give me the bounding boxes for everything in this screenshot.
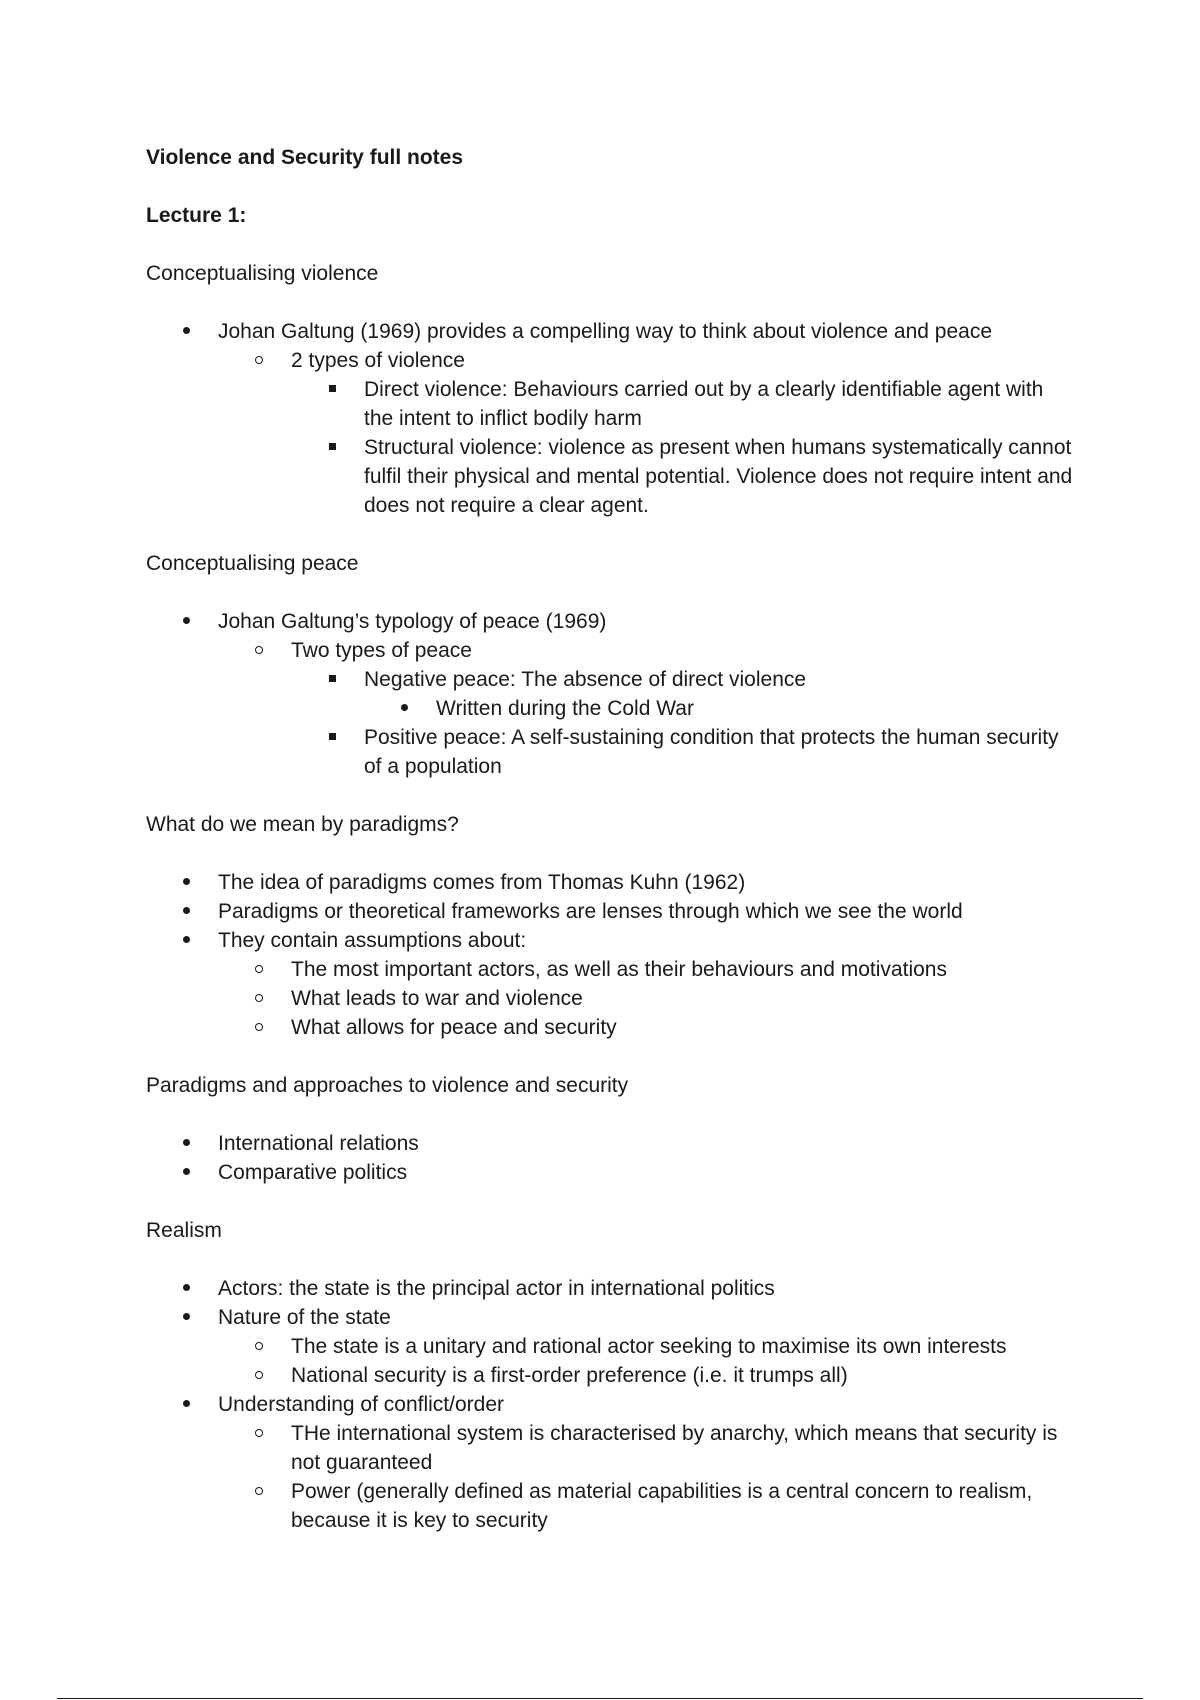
list-item: Johan Galtung’s typology of peace (1969) bbox=[146, 607, 1076, 636]
list-item: 2 types of violence bbox=[146, 346, 1076, 375]
list-item: Structural violence: violence as present when humans systematically cannot fulfil their physical and mental potential. Violence does not require intent and does not require a clear agent. bbox=[146, 433, 1076, 520]
list-item: Actors: the state is the principal actor in international politics bbox=[146, 1274, 1076, 1303]
section-heading-approaches: Paradigms and approaches to violence and security bbox=[146, 1074, 629, 1097]
list-item: Written during the Cold War bbox=[146, 694, 1076, 723]
list-item: Johan Galtung (1969) provides a compelling way to think about violence and peace bbox=[146, 317, 1076, 346]
bullet-disc-icon bbox=[176, 868, 196, 897]
document-title: Violence and Security full notes bbox=[146, 146, 464, 169]
list-item: Paradigms or theoretical frameworks are lenses through which we see the world bbox=[146, 897, 1076, 926]
bullet-circle-icon bbox=[249, 636, 269, 665]
list-item: Direct violence: Behaviours carried out by a clearly identifiable agent with the intent to inflict bodily harm bbox=[146, 375, 1076, 433]
bullet-square-icon bbox=[322, 665, 342, 694]
paradigms-list bbox=[146, 868, 1076, 1042]
bullet-disc-icon bbox=[176, 1274, 196, 1303]
list-item: Power (generally defined as material capabilities is a central concern to realism, because it is key to security bbox=[146, 1477, 1076, 1535]
list-item: The state is a unitary and rational actor seeking to maximise its own interests bbox=[146, 1332, 1076, 1361]
section-heading-violence: Conceptualising violence bbox=[146, 262, 379, 285]
list-item: What allows for peace and security bbox=[146, 1013, 1076, 1042]
list-item: International relations bbox=[146, 1129, 1076, 1158]
bullet-disc-icon bbox=[176, 1303, 196, 1332]
violence-list bbox=[146, 317, 1076, 520]
list-item: What leads to war and violence bbox=[146, 984, 1076, 1013]
list-item: Comparative politics bbox=[146, 1158, 1076, 1187]
lecture-heading: Lecture 1: bbox=[146, 204, 247, 227]
bullet-disc-icon bbox=[176, 607, 196, 636]
bullet-disc-icon bbox=[176, 926, 196, 955]
approaches-list bbox=[146, 1129, 1076, 1187]
peace-list bbox=[146, 607, 1076, 781]
list-item: The idea of paradigms comes from Thomas Kuhn (1962) bbox=[146, 868, 1076, 897]
bullet-circle-icon bbox=[249, 984, 269, 1013]
list-item: Two types of peace bbox=[146, 636, 1076, 665]
list-item: Positive peace: A self-sustaining condition that protects the human security of a population bbox=[146, 723, 1076, 781]
section-heading-paradigms: What do we mean by paradigms? bbox=[146, 813, 459, 836]
list-item: National security is a first-order preference (i.e. it trumps all) bbox=[146, 1361, 1076, 1390]
bullet-disc-icon bbox=[176, 1129, 196, 1158]
list-item: The most important actors, as well as their behaviours and motivations bbox=[146, 955, 1076, 984]
list-item: Nature of the state bbox=[146, 1303, 1076, 1332]
list-item: Understanding of conflict/order bbox=[146, 1390, 1076, 1419]
bullet-disc-icon bbox=[176, 1158, 196, 1187]
realism-list bbox=[146, 1274, 1076, 1535]
list-item: THe international system is characterised by anarchy, which means that security is not guaranteed bbox=[146, 1419, 1076, 1477]
bullet-disc-icon bbox=[176, 317, 196, 346]
bullet-disc-icon bbox=[176, 1390, 196, 1419]
bullet-circle-icon bbox=[249, 955, 269, 984]
section-heading-realism: Realism bbox=[146, 1219, 222, 1242]
bullet-circle-icon bbox=[249, 1419, 269, 1448]
bullet-square-icon bbox=[322, 375, 342, 404]
bullet-circle-icon bbox=[249, 346, 269, 375]
bullet-disc-icon bbox=[394, 694, 414, 723]
bullet-circle-icon bbox=[249, 1332, 269, 1361]
bullet-circle-icon bbox=[249, 1361, 269, 1390]
document-page bbox=[146, 143, 1076, 1564]
bullet-circle-icon bbox=[249, 1013, 269, 1042]
list-item: They contain assumptions about: bbox=[146, 926, 1076, 955]
bullet-square-icon bbox=[322, 433, 342, 462]
section-heading-peace: Conceptualising peace bbox=[146, 552, 359, 575]
bullet-circle-icon bbox=[249, 1477, 269, 1506]
list-item: Negative peace: The absence of direct violence bbox=[146, 665, 1076, 694]
bullet-disc-icon bbox=[176, 897, 196, 926]
bullet-square-icon bbox=[322, 723, 342, 752]
page-bottom-rule bbox=[57, 1698, 1143, 1699]
